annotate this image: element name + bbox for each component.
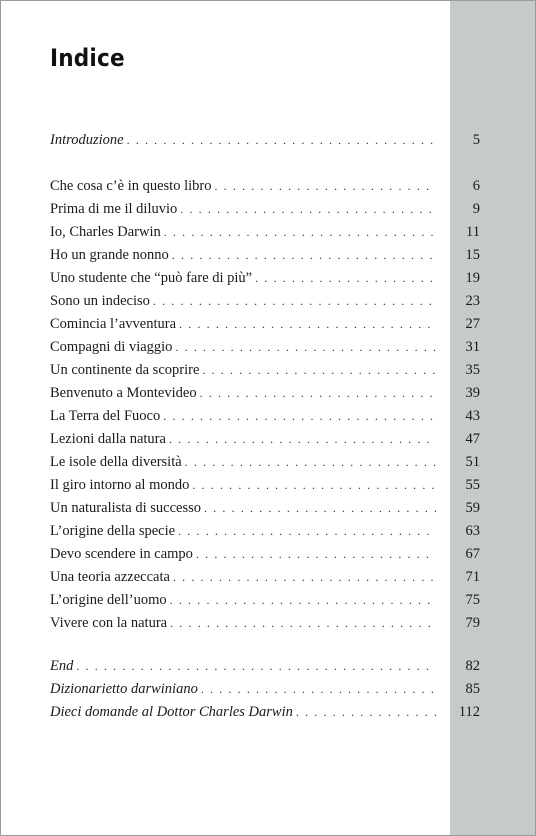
toc-entry-appendix [50,658,480,676]
dot-leader [179,317,436,332]
toc-entry-label: Ho un grande nonno [50,247,169,263]
toc-entry-label: Vivere con la natura [50,615,168,631]
toc-entry-label: Una teoria azzeccata [50,569,170,585]
page-title: Indice [50,44,125,72]
dot-leader [204,501,436,516]
toc-entry-page: 19 [465,270,480,286]
toc-entry-page: 112 [458,704,480,720]
toc-entry-chapter [50,500,480,518]
dot-leader [201,682,436,697]
toc-entry-label: Un continente da scoprire [50,362,200,378]
toc-entry-chapter [50,615,480,633]
toc-entry-label: Che cosa c’è in questo libro [50,178,212,194]
toc-entry-chapter [50,408,480,426]
dot-leader [185,455,436,470]
toc-entry-page: 79 [465,615,480,631]
toc-entry-page: 23 [465,293,480,309]
toc-entry-chapter [50,339,480,357]
toc-entry-page: 75 [465,592,480,608]
dot-leader [178,524,436,539]
dot-leader [296,705,436,720]
toc-entry-label: L’origine della specie [50,523,176,539]
toc-entry-page: 63 [465,523,480,539]
toc-entry-appendix [50,681,480,699]
toc-entry-chapter [50,477,480,495]
dot-leader [163,409,436,424]
toc-entry-label: Un naturalista di successo [50,500,202,516]
toc-entry-label: Comincia l’avventura [50,316,177,332]
toc-entry-chapter [50,454,480,472]
dot-leader [127,133,436,148]
toc-entry-page: 11 [466,224,480,240]
toc-entry-page: 27 [465,316,480,332]
toc-entry-page: 51 [465,454,480,470]
toc-entry-chapter [50,247,480,265]
toc-entry-chapter [50,224,480,242]
dot-leader [180,202,436,217]
toc-entry-page: 71 [465,569,480,585]
toc-entry-label: End [50,658,74,674]
toc-entry-chapter [50,431,480,449]
dot-leader [153,294,436,309]
toc-entry-label: Dizionarietto darwiniano [50,681,198,697]
toc-entry-page: 67 [465,546,480,562]
toc-entry-page: 35 [465,362,480,378]
toc-entry-page: 6 [472,178,480,194]
dot-leader [164,225,436,240]
dot-leader [202,363,436,378]
toc-entry-label: Devo scendere in campo [50,546,193,562]
dot-leader [196,547,436,562]
toc-entry-appendix [50,704,480,722]
toc-entry-chapter [50,523,480,541]
toc-entry-chapter [50,385,480,403]
toc-entry-label: Io, Charles Darwin [50,224,161,240]
toc-entry-label: Dieci domande al Dottor Charles Darwin [50,704,293,720]
dot-leader [170,616,436,631]
toc-entry-chapter [50,569,480,587]
toc-entry-page: 55 [465,477,480,493]
dot-leader [192,478,436,493]
toc-entry-intro [50,132,480,150]
toc-entry-page: 9 [472,201,480,217]
toc-entry-chapter [50,201,480,219]
toc-entry-page: 5 [472,132,480,148]
toc-entry-label: Uno studente che “può fare di più” [50,270,253,286]
toc-entry-page: 31 [465,339,480,355]
dot-leader [175,340,436,355]
toc-entry-label: Compagni di viaggio [50,339,173,355]
toc-entry-label: La Terra del Fuoco [50,408,161,424]
toc-entry-page: 39 [465,385,480,401]
dot-leader [255,271,436,286]
toc-entry-chapter [50,592,480,610]
toc-entry-chapter [50,178,480,196]
dot-leader [76,659,436,674]
dot-leader [173,570,436,585]
toc-entry-page: 43 [465,408,480,424]
toc-entry-chapter [50,362,480,380]
toc-entry-label: Le isole della diversità [50,454,182,470]
dot-leader [172,248,436,263]
toc-entry-page: 85 [465,681,480,697]
toc-entry-label: Benvenuto a Montevideo [50,385,197,401]
toc-entry-page: 59 [465,500,480,516]
toc-entry-page: 47 [465,431,480,447]
toc-entry-label: Introduzione [50,132,124,148]
toc-entry-page: 15 [465,247,480,263]
dot-leader [214,179,436,194]
toc-entry-chapter [50,293,480,311]
toc-entry-label: L’origine dell’uomo [50,592,167,608]
toc-entry-label: Il giro intorno al mondo [50,477,190,493]
dot-leader [200,386,436,401]
toc-entry-chapter [50,316,480,334]
toc-entry-label: Lezioni dalla natura [50,431,166,447]
toc-entry-chapter [50,546,480,564]
toc-entry-chapter [50,270,480,288]
dot-leader [170,593,436,608]
toc-entry-page: 82 [465,658,480,674]
toc-entry-label: Sono un indeciso [50,293,150,309]
toc-entry-label: Prima di me il diluvio [50,201,178,217]
dot-leader [169,432,436,447]
